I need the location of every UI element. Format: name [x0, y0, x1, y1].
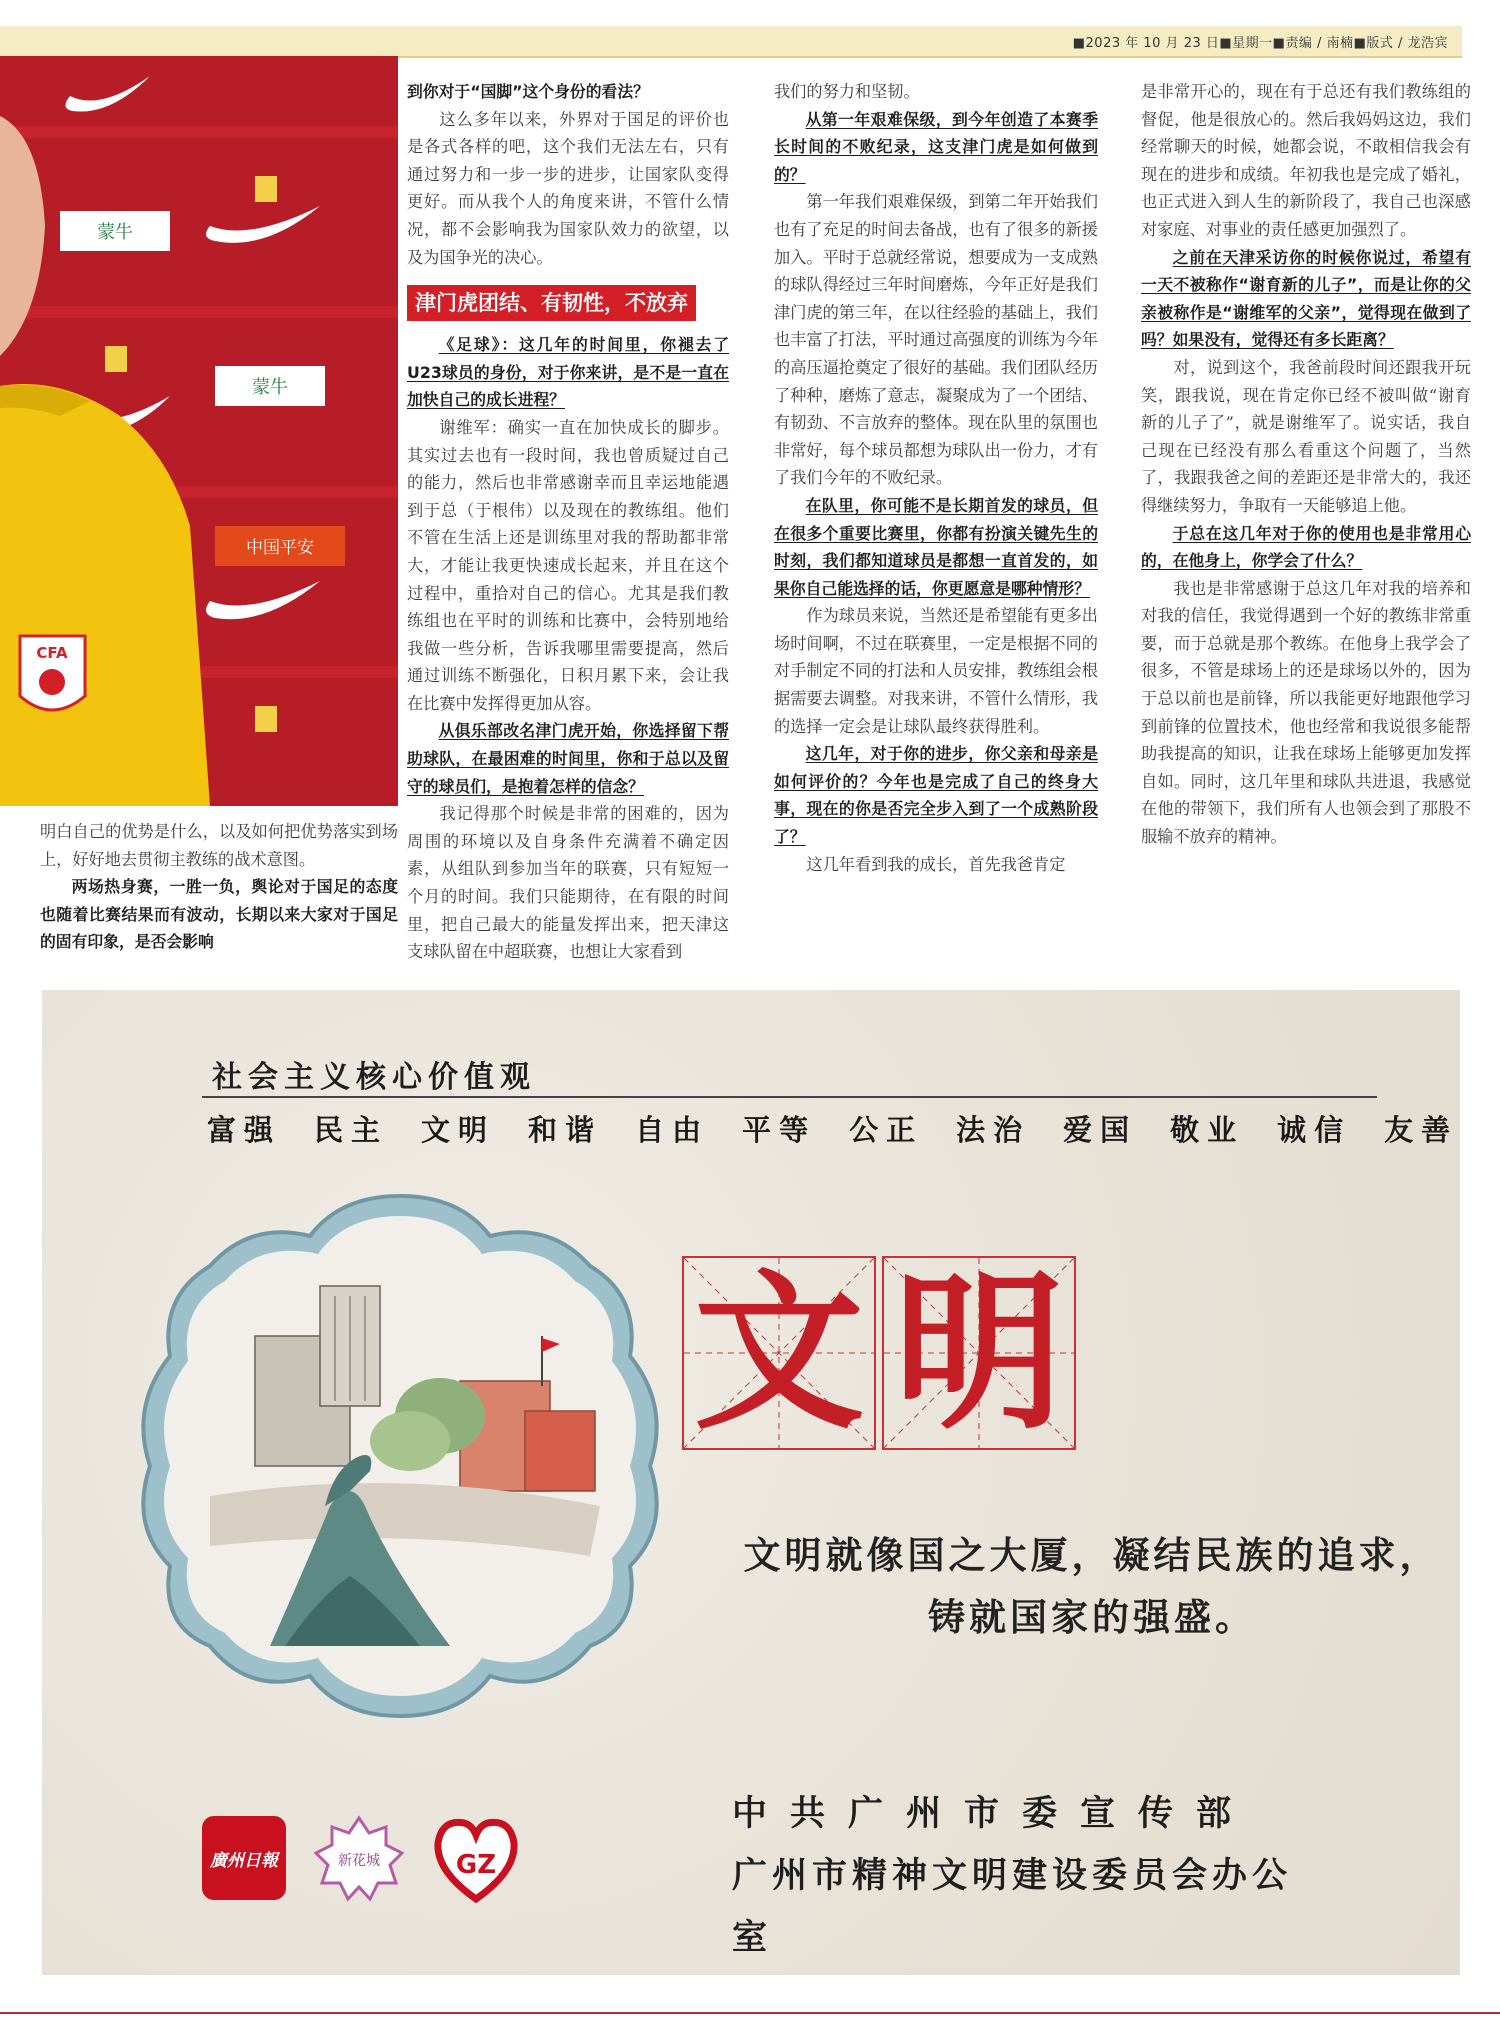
paragraph: 对，说到这个，我爸前段时间还跟我开玩笑，跟我说，现在肯定你已经不被叫做“谢育新的儿子了”，就是谢维军了。说实话，我自己现在已经没有那么看重这个问题了，当然了，我跟我爸之间的差距还是非常大的，我还得继续努力，争取有一天能够追上他。	[1141, 357, 1471, 515]
slogan-line: 文明就像国之大厦，凝结民族的追求，	[743, 1533, 1441, 1577]
question: 到你对于“国脚”这个身份的看法？	[407, 82, 649, 101]
paragraph: 明白自己的优势是什么，以及如何把优势落实到场上，好好地去贯彻主教练的战术意图。	[40, 822, 398, 869]
guangzhou-daily-logo: 廣州日報	[202, 1816, 286, 1900]
value-item: 法治	[956, 1113, 1031, 1147]
value-item: 自由	[635, 1113, 710, 1147]
org-line: 广州市精神文明建设委员会办公室	[732, 1855, 1293, 1958]
article-column-2	[774, 78, 1098, 878]
paragraph: 我们的努力和坚韧。	[774, 82, 920, 101]
page-header-bar	[0, 26, 1462, 58]
question: 从俱乐部改名津门虎开始，你选择留下帮助球队，在最困难的时间里，你和于总以及留守的球员们，是抱着怎样的信念？	[407, 721, 729, 796]
value-item: 爱国	[1063, 1113, 1138, 1147]
question: 《足球》：这几年的时间里，你褪去了U23球员的身份，对于你来讲，是不是一直在加快自己的成长进程？	[407, 335, 729, 410]
question: 于总在这几年对于你的使用也是非常用心的，在他身上，你学会了什么？	[1141, 523, 1471, 571]
paragraph: 作为球员来说，当然还是希望能有更多出场时间啊，不过在联赛里，一定是根据不同的对手制定不同的打法和人员安排，教练组会根据需要去调整。对我来讲，不管什么情形，我的选择一定会是让球队最终获得胜利。	[774, 606, 1098, 736]
svg-text:蒙牛: 蒙牛	[252, 377, 288, 398]
cityscape-illustration	[120, 1176, 680, 1736]
paragraph: 我也是非常感谢于总这几年对我的培养和对我的信任，我觉得遇到一个好的教练非常重要，而于总就是那个教练。在他身上我学会了很多，不管是球场上的还是球场以外的，因为于总以前也是前锋，所以我能更好地跟他学习到前锋的位置技术，他也经常和我说很多能帮助我提高的知识，让我在球场上能够更加发挥自如。同时，这几年里和球队共进退，我感觉在他的带领下，我们所有人也领会到了那股不服输不放弃的精神。	[1141, 578, 1471, 847]
slogan-line: 铸就国家的强盛。	[928, 1595, 1256, 1639]
gz-heart-logo	[430, 1813, 522, 1905]
value-item: 富强	[207, 1113, 282, 1147]
ad-sponsor-org	[732, 1783, 1292, 1969]
player-photo	[0, 56, 398, 806]
paragraph: 第一年我们艰难保级，到第二年开始我们也有了充足的时间去备战，也有了很多的新援加入。平时于总就经常说，想要成为一支成熟的球队得经过三年时间磨炼，今年正好是我们津门虎的第三年，在以往经验的基础上，我们也丰富了打法，平时通过高强度的训练为今年的高压逼抢奠定了很好的基础。我们团队经历了种种，磨炼了意志，凝聚成为了一个团结、有韧劲、不言放弃的整体。现在队里的氛围也非常好，每个球员都想为球队出一份力，才有了我们今年的不败纪录。	[774, 192, 1098, 488]
svg-text:GZ: GZ	[455, 1850, 497, 1880]
paragraph: 是非常开心的，现在有于总还有我们教练组的督促，他是很放心的。然后我妈妈这边，我们经常聊天的时候，她都会说，不敢相信我会有现在的进步和成绩。年初我也是完成了婚礼，也正式进入到人生的新阶段了，我自己也深感对家庭、对事业的责任感更加强烈了。	[1141, 82, 1471, 239]
value-item: 文明	[421, 1113, 496, 1147]
value-item: 公正	[849, 1113, 924, 1147]
sponsor-label-2: 中国平安	[246, 538, 314, 558]
page-bottom-rule	[0, 2012, 1500, 2014]
calligraphy-char: 明	[893, 1253, 1064, 1453]
press-backdrop-image	[0, 56, 398, 806]
public-service-ad	[42, 990, 1460, 1975]
article-column-3	[1141, 78, 1471, 851]
paragraph: 谢维军：确实一直在加快成长的脚步。其实过去也有一段时间，我也曾质疑过自己的能力，然后也非常感谢幸而且幸运地能遇到于总（于根伟）以及现在的教练组。他们不管在生活上还是训练里对我的帮助都非常大，才能让我更快速成长起来，并且在这个过程中，重拾对自己的信心。尤其是我们教练组也在平时的训练和比赛中，会特别地给我做一些分析，告诉我哪里需要提高，然后通过训练不断强化，日积月累下来，会让我在比赛中发挥得更加从容。	[407, 417, 729, 713]
paragraph: 我记得那个时候是非常的困难的，因为周围的环境以及自身条件充满着不确定因素，从组队到参加当年的联赛，只有短短一个月的时间。我们只能期待，在有限的时间里，把自己最大的能量发挥出来，把天津这支球队留在中超联赛，也想让大家看到	[407, 804, 729, 962]
svg-text:新花城: 新花城	[338, 1853, 380, 1869]
sponsor-label: 蒙牛	[97, 222, 133, 243]
character-grid-ming	[882, 1253, 1076, 1453]
calligraphy-char: 文	[693, 1253, 864, 1453]
core-values-title: 社会主义核心价值观	[212, 1060, 536, 1095]
paragraph: 这几年看到我的成长，首先我爸肯定	[806, 854, 1066, 874]
article-column-0	[40, 818, 398, 956]
value-item: 和谐	[528, 1113, 603, 1147]
question: 从第一年艰难保级，到今年创造了本赛季长时间的不败纪录，这支津门虎是如何做到的？	[774, 109, 1098, 184]
question: 这几年，对于你的进步，你父亲和母亲是如何评价的？今年也是完成了自己的终身大事，现在的你是否完全步入到了一个成熟阶段了？	[774, 744, 1098, 847]
question: 两场热身赛，一胜一负，舆论对于国足的态度也随着比赛结果而有波动，长期以来大家对于国足的固有印象，是否会影响	[40, 877, 398, 952]
value-item: 诚信	[1277, 1113, 1352, 1147]
xinhuacheng-logo	[314, 1813, 404, 1903]
issue-meta: ■2023 年 10 月 23 日■星期一■责编 / 南楠■版式 / 龙浩宾	[1072, 36, 1448, 51]
value-item: 敬业	[1170, 1113, 1245, 1147]
divider	[202, 1096, 1377, 1098]
org-line: 中共广州市委宣传部	[732, 1793, 1255, 1834]
value-item: 民主	[314, 1113, 389, 1147]
svg-text:CFA: CFA	[36, 644, 68, 662]
character-grid-wen	[682, 1253, 876, 1453]
question: 之前在天津采访你的时候你说过，希望有一天不被称作“谢育新的儿子”，而是让你的父亲被称作是“谢维军的父亲”，觉得现在做到了吗？如果没有，觉得还有多长距离？	[1141, 247, 1471, 350]
article-column-1	[407, 78, 729, 966]
ad-slogan	[702, 1524, 1482, 1648]
paragraph: 这么多年以来，外界对于国足的评价也是各式各样的吧，这个我们无法左右，只有通过努力和一步一步的进步，让国家队变得更好。而从我个人的角度来讲，不管什么情况，都不会影响我为国家队效力的欲望，以及为国争光的决心。	[407, 109, 729, 267]
section-subheading: 津门虎团结、有韧性，不放弃	[407, 285, 696, 321]
value-item: 友善	[1384, 1113, 1459, 1147]
core-values-list	[207, 1108, 1458, 1149]
question: 在队里，你可能不是长期首发的球员，但在很多个重要比赛里，你都有扮演关键先生的时刻，我们都知道球员是都想一直首发的，如果你自己能选择的话，你更愿意是哪种情形？	[774, 495, 1098, 598]
cfa-badge-icon	[20, 636, 85, 710]
value-item: 平等	[742, 1113, 817, 1147]
